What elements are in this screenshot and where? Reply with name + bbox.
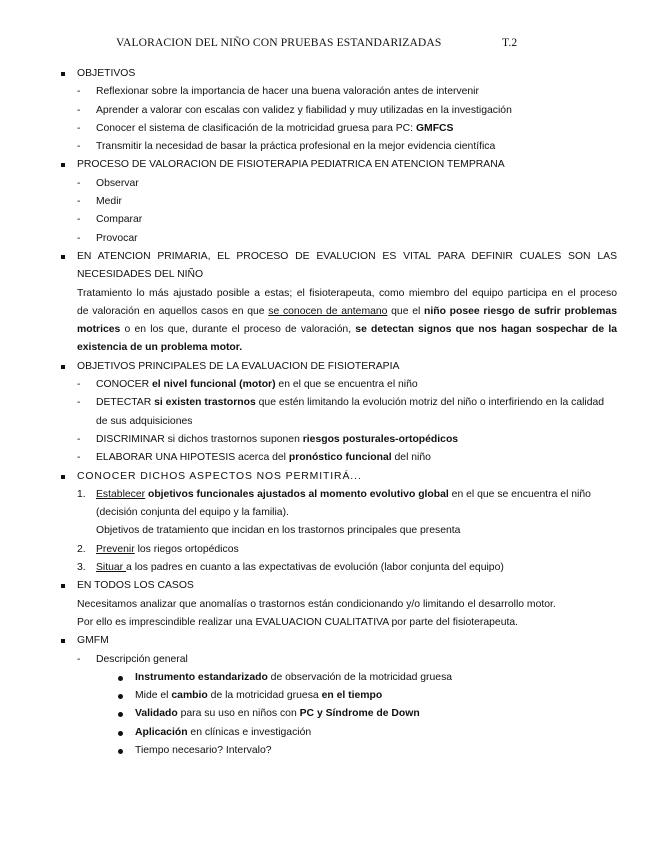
list-item: - Reflexionar sobre la importancia de hacer una buena valoración antes de intervenir bbox=[61, 83, 617, 101]
section-heading-conocer: CONOCER DICHOS ASPECTOS NOS PERMITIRÁ... bbox=[61, 468, 617, 486]
dash-bullet: - bbox=[77, 379, 81, 391]
section-heading-atencion-cont: NECESIDADES DEL NIÑO bbox=[77, 269, 204, 281]
list-item: - Observar bbox=[61, 175, 617, 193]
paragraph-line: Necesitamos analizar que anomalías o trastornos están condicionando y/o limitando el desarrollo motor. bbox=[77, 598, 556, 610]
square-bullet-icon bbox=[61, 639, 65, 643]
dash-bullet: - bbox=[77, 196, 81, 208]
list-item: - Descripción general bbox=[61, 651, 617, 669]
paragraph-line: existencia de un problema motor. bbox=[77, 342, 243, 354]
numbered-item: 1. Establecer objetivos funcionales ajustados al momento evolutivo global en el que se encuentra el niño bbox=[61, 486, 617, 504]
dash-bullet: - bbox=[77, 141, 81, 153]
dash-bullet: - bbox=[77, 122, 81, 134]
list-item: - Transmitir la necesidad de basar la práctica profesional en la mejor evidencia científica bbox=[61, 138, 617, 156]
list-item: - CONOCER el nivel funcional (motor) en el que se encuentra el niño bbox=[61, 376, 617, 394]
list-item: - Medir bbox=[61, 193, 617, 211]
sub-list-item: Tiempo necesario? Intervalo? bbox=[61, 742, 617, 760]
list-item-continuation: de sus adquisiciones bbox=[96, 415, 193, 427]
paragraph-line: Por ello es imprescindible realizar una EVALUACION CUALITATIVA por parte del fisioterapeuta. bbox=[77, 616, 519, 628]
square-bullet-icon bbox=[61, 584, 65, 588]
square-bullet-icon bbox=[61, 163, 65, 167]
paragraph-line: Tratamiento lo más ajustado posible a estas; el fisioterapeuta, como miembro del equipo participa en el proceso bbox=[77, 287, 617, 299]
page-header bbox=[116, 36, 518, 49]
round-bullet-icon bbox=[118, 676, 123, 681]
round-bullet-icon bbox=[118, 712, 123, 717]
section-heading-proceso: PROCESO DE VALORACION DE FISIOTERAPIA PEDIATRICA EN ATENCION TEMPRANA bbox=[61, 156, 617, 174]
dash-bullet: - bbox=[77, 433, 81, 445]
round-bullet-icon bbox=[118, 749, 123, 754]
list-item: - Comparar bbox=[61, 211, 617, 229]
topic-number: T.2 bbox=[502, 36, 518, 49]
list-item: - DISCRIMINAR si dichos trastornos suponen riesgos posturales-ortopédicos bbox=[61, 431, 617, 449]
list-item: - Conocer el sistema de clasificación de la motricidad gruesa para PC: GMFCS bbox=[61, 120, 617, 138]
numbered-item-continuation: (decisión conjunta del equipo y la familia). bbox=[96, 507, 289, 519]
section-heading-principales: OBJETIVOS PRINCIPALES DE LA EVALUACION DE FISIOTERAPIA bbox=[61, 358, 617, 376]
paragraph-line: motrices o en los que, durante el proceso de valoración, se detectan signos que nos hagan sospechar de la bbox=[77, 324, 617, 336]
dash-bullet: - bbox=[77, 104, 81, 116]
dash-bullet: - bbox=[77, 177, 81, 189]
dash-bullet: - bbox=[77, 232, 81, 244]
numbered-item: 3. Situar a los padres en cuanto a las expectativas de evolución (labor conjunta del equipo) bbox=[61, 559, 617, 577]
dash-bullet: - bbox=[77, 86, 81, 98]
sub-list-item: Validado para su uso en niños con PC y Síndrome de Down bbox=[61, 705, 617, 723]
numbered-item-continuation: Objetivos de tratamiento que incidan en los trastornos principales que presenta bbox=[96, 525, 461, 537]
sub-list-item: Instrumento estandarizado de observación de la motricidad gruesa bbox=[61, 669, 617, 687]
document-title: VALORACION DEL NIÑO CON PRUEBAS ESTANDARIZADAS bbox=[116, 36, 442, 49]
square-bullet-icon bbox=[61, 365, 65, 369]
sub-list-item: Aplicación en clínicas e investigación bbox=[61, 724, 617, 742]
round-bullet-icon bbox=[118, 731, 123, 736]
item-number: 2. bbox=[77, 543, 86, 555]
square-bullet-icon bbox=[61, 255, 65, 259]
section-heading-todos: EN TODOS LOS CASOS bbox=[61, 577, 617, 595]
list-item: - Aprender a valorar con escalas con validez y fiabilidad y muy utilizadas en la investigación bbox=[61, 102, 617, 120]
dash-bullet: - bbox=[77, 452, 81, 464]
dash-bullet: - bbox=[77, 397, 81, 409]
section-heading-objetivos: OBJETIVOS bbox=[61, 65, 617, 83]
numbered-item: 2. Prevenir los riegos ortopédicos bbox=[61, 541, 617, 559]
section-heading-atencion: EN ATENCION PRIMARIA, EL PROCESO DE EVALUCION ES VITAL PARA DEFINIR CUALES SON LAS bbox=[61, 248, 617, 266]
dash-bullet: - bbox=[77, 214, 81, 226]
square-bullet-icon bbox=[61, 475, 65, 479]
list-item: - DETECTAR si existen trastornos que estén limitando la evolución motriz del niño o interfiriendo en la calidad bbox=[61, 394, 617, 412]
document-body bbox=[61, 65, 617, 760]
section-heading-gmfm: GMFM bbox=[61, 632, 617, 650]
paragraph-line: de valoración en aquellos casos en que se conocen de antemano que el niño posee riesgo de sufrir problemas bbox=[77, 305, 617, 317]
dash-bullet: - bbox=[77, 653, 81, 665]
list-item: - ELABORAR UNA HIPOTESIS acerca del pronóstico funcional del niño bbox=[61, 449, 617, 467]
round-bullet-icon bbox=[118, 694, 123, 699]
sub-list-item: Mide el cambio de la motricidad gruesa en el tiempo bbox=[61, 687, 617, 705]
square-bullet-icon bbox=[61, 72, 65, 76]
list-item: - Provocar bbox=[61, 230, 617, 248]
item-number: 1. bbox=[77, 488, 86, 500]
item-number: 3. bbox=[77, 562, 86, 574]
